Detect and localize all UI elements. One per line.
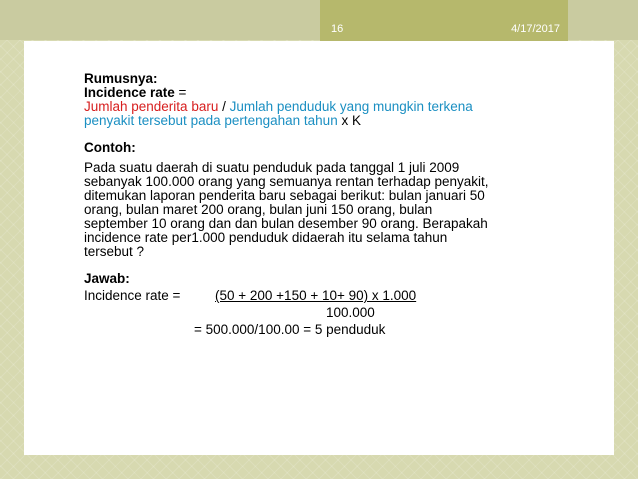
calc-result-row — [84, 323, 554, 340]
incidence-rate-label: Incidence rate — [84, 85, 175, 100]
formula-definition — [84, 100, 554, 114]
formula-denominator-line1: Jumlah penduduk yang mungkin terkena — [229, 99, 473, 114]
formula-definition-2 — [84, 114, 554, 128]
contoh-heading: Contoh: — [84, 140, 136, 155]
formula-times-k: x K — [337, 113, 361, 128]
contoh-line: ditemukan laporan penderita baru sebagai berikut: bulan januari 50 — [84, 188, 485, 203]
contoh-line: september 10 orang dan dan bulan desember 90 orang. Berapakah — [84, 216, 488, 231]
calc-numerator-row — [84, 289, 554, 306]
contoh-line: tersebut ? — [84, 244, 145, 259]
equals-sign: = — [174, 85, 187, 100]
calc-denominator: 100.000 — [326, 305, 375, 320]
jawab-heading: Jawab: — [84, 271, 130, 286]
rumus-heading: Rumusnya: — [84, 71, 158, 86]
calc-label: Incidence rate = — [84, 288, 181, 303]
spacer — [84, 128, 554, 141]
slide-number: 16 — [331, 23, 344, 35]
spacer — [84, 259, 554, 272]
formula-denominator-line2: penyakit tersebut pada pertengahan tahun — [84, 113, 338, 128]
formula-slash: / — [218, 99, 230, 114]
calc-numerator: (50 + 200 +150 + 10+ 90) x 1.000 — [215, 288, 417, 303]
contoh-line: orang, bulan maret 200 orang, bulan juni 150 orang, bulan — [84, 202, 433, 217]
contoh-line: Pada suatu daerah di suatu penduduk pada tanggal 1 juli 2009 — [84, 160, 460, 175]
contoh-line: sebanyak 100.000 orang yang semuanya rentan terhadap penyakit, — [84, 174, 489, 189]
slide-content — [84, 72, 554, 340]
contoh-line: incidence rate per1.000 penduduk didaerah itu selama tahun — [84, 230, 448, 245]
formula-numerator: Jumlah penderita baru — [84, 99, 219, 114]
slide-date: 4/17/2017 — [511, 23, 560, 35]
calc-result: = 500.000/100.00 = 5 penduduk — [194, 322, 386, 337]
calc-denominator-row — [84, 306, 554, 323]
formula-line — [84, 86, 554, 100]
